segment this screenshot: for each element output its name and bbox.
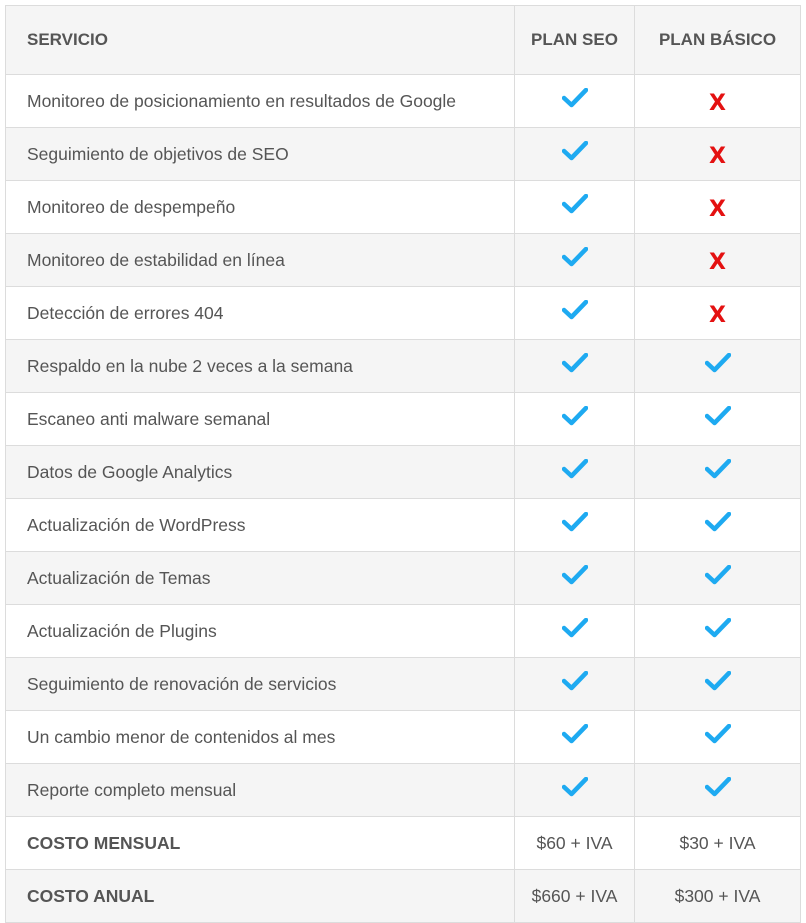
header-row (6, 6, 801, 75)
service-label: Seguimiento de objetivos de SEO (6, 128, 515, 181)
service-label: Escaneo anti malware semanal (6, 393, 515, 446)
table-row (6, 446, 801, 499)
total-label: COSTO ANUAL (6, 870, 515, 923)
cell-plan-seo (515, 552, 635, 605)
cell-plan-basico (635, 340, 801, 393)
check-icon (562, 194, 588, 214)
cell-plan-seo (515, 605, 635, 658)
service-label: Datos de Google Analytics (6, 446, 515, 499)
cell-plan-basico (635, 446, 801, 499)
cell-plan-seo (515, 711, 635, 764)
x-icon: X (709, 302, 726, 328)
cell-plan-seo (515, 234, 635, 287)
cell-plan-basico (635, 393, 801, 446)
x-icon: X (709, 196, 726, 222)
price-plan-seo: $660 + IVA (515, 870, 635, 923)
service-label: Monitoreo de despempeño (6, 181, 515, 234)
check-icon (562, 141, 588, 161)
check-icon (562, 353, 588, 373)
cell-plan-seo (515, 764, 635, 817)
total-label: COSTO MENSUAL (6, 817, 515, 870)
check-icon (562, 512, 588, 532)
check-icon (705, 512, 731, 532)
check-icon (705, 724, 731, 744)
check-icon (705, 618, 731, 638)
cell-plan-basico (635, 287, 801, 340)
header-plan-basico: PLAN BÁSICO (635, 6, 801, 75)
check-icon (705, 406, 731, 426)
table-row (6, 181, 801, 234)
cell-plan-basico (635, 552, 801, 605)
check-icon (562, 300, 588, 320)
cell-plan-seo (515, 75, 635, 128)
service-label: Seguimiento de renovación de servicios (6, 658, 515, 711)
service-label: Respaldo en la nube 2 veces a la semana (6, 340, 515, 393)
check-icon (705, 459, 731, 479)
check-icon (562, 724, 588, 744)
check-icon (562, 406, 588, 426)
x-icon: X (709, 143, 726, 169)
price-plan-seo: $60 + IVA (515, 817, 635, 870)
check-icon (705, 777, 731, 797)
service-label: Detección de errores 404 (6, 287, 515, 340)
cell-plan-basico (635, 128, 801, 181)
check-icon (562, 671, 588, 691)
cell-plan-basico (635, 605, 801, 658)
service-label: Un cambio menor de contenidos al mes (6, 711, 515, 764)
price-plan-basico: $30 + IVA (635, 817, 801, 870)
check-icon (705, 671, 731, 691)
table-row (6, 499, 801, 552)
comparison-table-container (5, 5, 800, 923)
service-label: Actualización de WordPress (6, 499, 515, 552)
check-icon (562, 618, 588, 638)
cell-plan-basico (635, 658, 801, 711)
total-row (6, 870, 801, 923)
cell-plan-basico (635, 181, 801, 234)
cell-plan-basico (635, 499, 801, 552)
cell-plan-basico (635, 764, 801, 817)
table-header (6, 6, 801, 75)
x-icon: X (709, 249, 726, 275)
table-row (6, 393, 801, 446)
table-row (6, 128, 801, 181)
service-label: Actualización de Plugins (6, 605, 515, 658)
check-icon (705, 565, 731, 585)
cell-plan-basico (635, 711, 801, 764)
service-label: Reporte completo mensual (6, 764, 515, 817)
x-icon: X (709, 90, 726, 116)
table-row (6, 711, 801, 764)
table-row (6, 658, 801, 711)
check-icon (562, 88, 588, 108)
cell-plan-seo (515, 446, 635, 499)
check-icon (562, 247, 588, 267)
plan-comparison-table (5, 5, 801, 923)
cell-plan-seo (515, 128, 635, 181)
check-icon (562, 459, 588, 479)
service-label: Monitoreo de estabilidad en línea (6, 234, 515, 287)
cell-plan-seo (515, 393, 635, 446)
table-body (6, 75, 801, 923)
header-service: SERVICIO (6, 6, 515, 75)
service-label: Monitoreo de posicionamiento en resultados de Google (6, 75, 515, 128)
cell-plan-seo (515, 340, 635, 393)
cell-plan-basico (635, 234, 801, 287)
total-row (6, 817, 801, 870)
price-plan-basico: $300 + IVA (635, 870, 801, 923)
cell-plan-seo (515, 658, 635, 711)
table-row (6, 234, 801, 287)
table-row (6, 340, 801, 393)
table-row (6, 75, 801, 128)
table-row (6, 605, 801, 658)
header-plan-seo: PLAN SEO (515, 6, 635, 75)
cell-plan-seo (515, 287, 635, 340)
service-label: Actualización de Temas (6, 552, 515, 605)
cell-plan-basico (635, 75, 801, 128)
cell-plan-seo (515, 181, 635, 234)
check-icon (705, 353, 731, 373)
table-row (6, 552, 801, 605)
table-row (6, 287, 801, 340)
check-icon (562, 777, 588, 797)
check-icon (562, 565, 588, 585)
cell-plan-seo (515, 499, 635, 552)
table-row (6, 764, 801, 817)
